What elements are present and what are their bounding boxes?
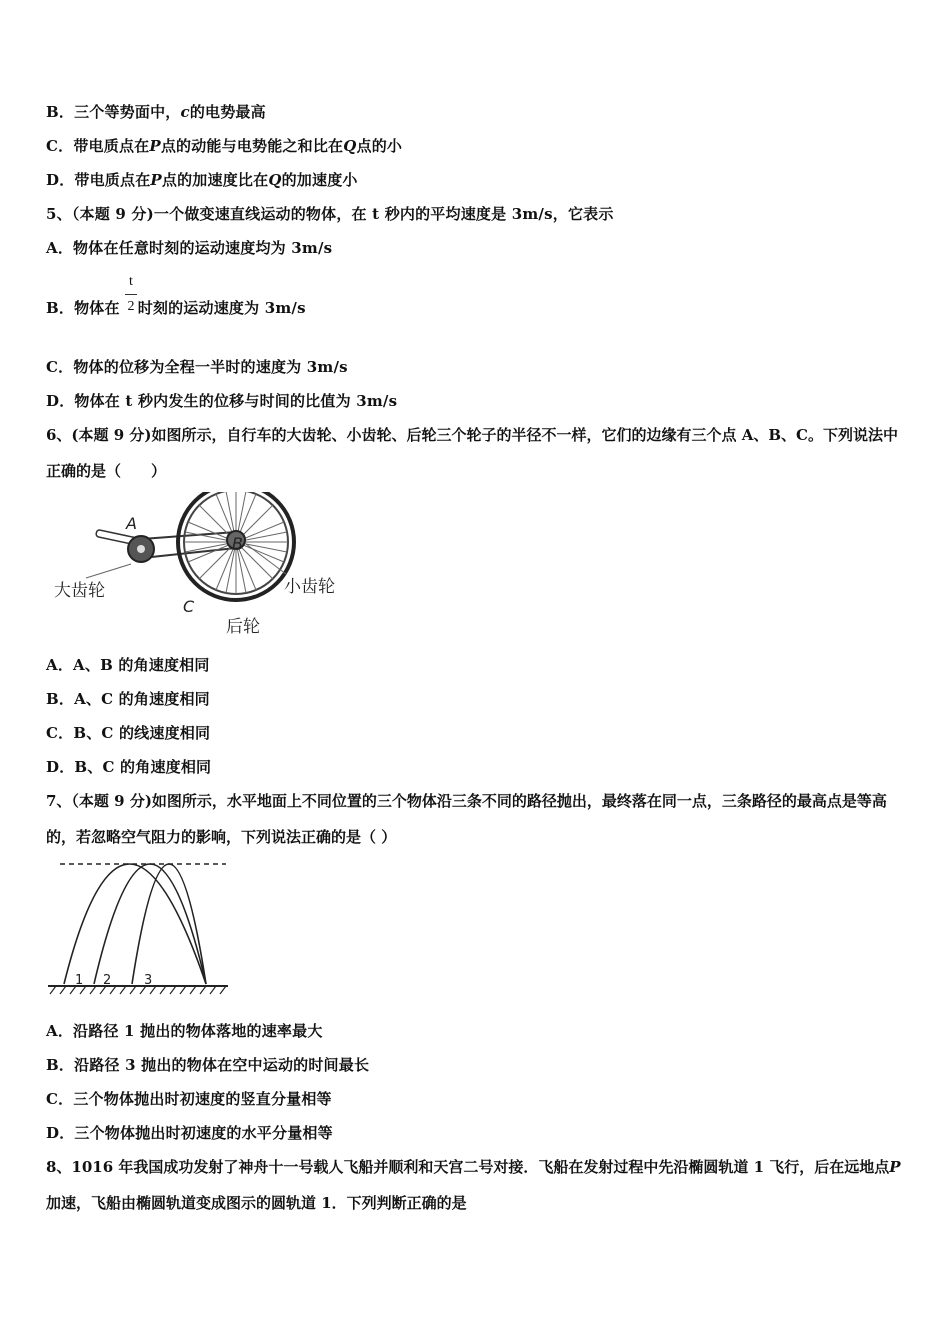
q6-option-b: B．A、C 的角速度相同: [46, 690, 210, 708]
q5-stem: 5、（本题 9 分)一个做变速直线运动的物体，在 t 秒内的平均速度是 3m/s，它表示: [46, 205, 614, 223]
q7-option-a: A．沿路径 1 抛出的物体落地的速率最大: [46, 1022, 323, 1040]
q7-stem: 7、（本题 9 分)如图所示，水平地面上不同位置的三个物体沿三条不同的路径抛出，最终落在同一点，三条路径的最高点是等高的，若忽略空气阻力的影响，下列说法正确的是（ ）: [46, 792, 887, 846]
q6-option-c: C．B、C 的线速度相同: [46, 724, 211, 742]
label-small-gear: 小齿轮: [284, 577, 335, 597]
projectile-figure: [46, 856, 236, 1001]
path-label-3: 3: [144, 973, 153, 988]
q6-option-a: A．A、B 的角速度相同: [46, 656, 210, 674]
label-a: A: [126, 514, 137, 533]
q5-option-d: D．物体在 t 秒内发生的位移与时间的比值为 3m/s: [46, 392, 398, 410]
q8-stem: 8、1016 年我国成功发射了神舟十一号载人飞船并顺利和天宫二号对接．飞船在发射过程中先沿椭圆轨道 1 飞行，后在远地点P加速，飞船由椭圆轨道变成图示的圆轨道 1．下列判断正确的是: [46, 1158, 901, 1212]
q4-option-d: D．带电质点在P点的加速度比在Q的加速度小: [46, 171, 358, 189]
label-c: C: [183, 597, 195, 616]
q4-option-c: C．带电质点在P点的动能与电势能之和比在Q点的小: [46, 137, 403, 155]
fraction-numerator: t: [129, 274, 133, 289]
big-gear-hub: [137, 545, 145, 553]
path-2: [94, 864, 206, 984]
big-gear-pointer: [86, 564, 131, 578]
q6-stem: 6、(本题 9 分)如图所示，自行车的大齿轮、小齿轮、后轮三个轮子的半径不一样，它们的边缘有三个点 A、B、C。下列说法中正确的是（ ）: [46, 426, 898, 480]
bicycle-figure: [46, 492, 346, 637]
q7-option-c: C．三个物体抛出时初速度的竖直分量相等: [46, 1090, 332, 1108]
q5-option-c: C．物体的位移为全程一半时的速度为 3m/s: [46, 358, 348, 376]
fraction-denominator: 2: [127, 299, 135, 314]
label-b: B: [232, 534, 243, 553]
path-3: [132, 864, 206, 984]
path-label-1: 1: [75, 973, 84, 988]
q7-option-b: B．沿路径 3 抛出的物体在空中运动的时间最长: [46, 1056, 370, 1074]
small-gear-pointer: [246, 544, 286, 574]
q5-option-a: A．物体在任意时刻的运动速度均为 3m/s: [46, 239, 333, 257]
q5-option-b: B．物体在 时刻的运动速度为 3m/s: [46, 299, 306, 317]
q4-option-b: B．三个等势面中，c的电势最高: [46, 103, 266, 121]
q6-option-d: D．B、C 的角速度相同: [46, 758, 212, 776]
label-rear-wheel: 后轮: [226, 617, 260, 637]
fraction-bar: [125, 294, 137, 295]
label-big-gear: 大齿轮: [54, 581, 105, 601]
path-label-2: 2: [103, 973, 112, 988]
q7-option-d: D．三个物体抛出时初速度的水平分量相等: [46, 1124, 333, 1142]
